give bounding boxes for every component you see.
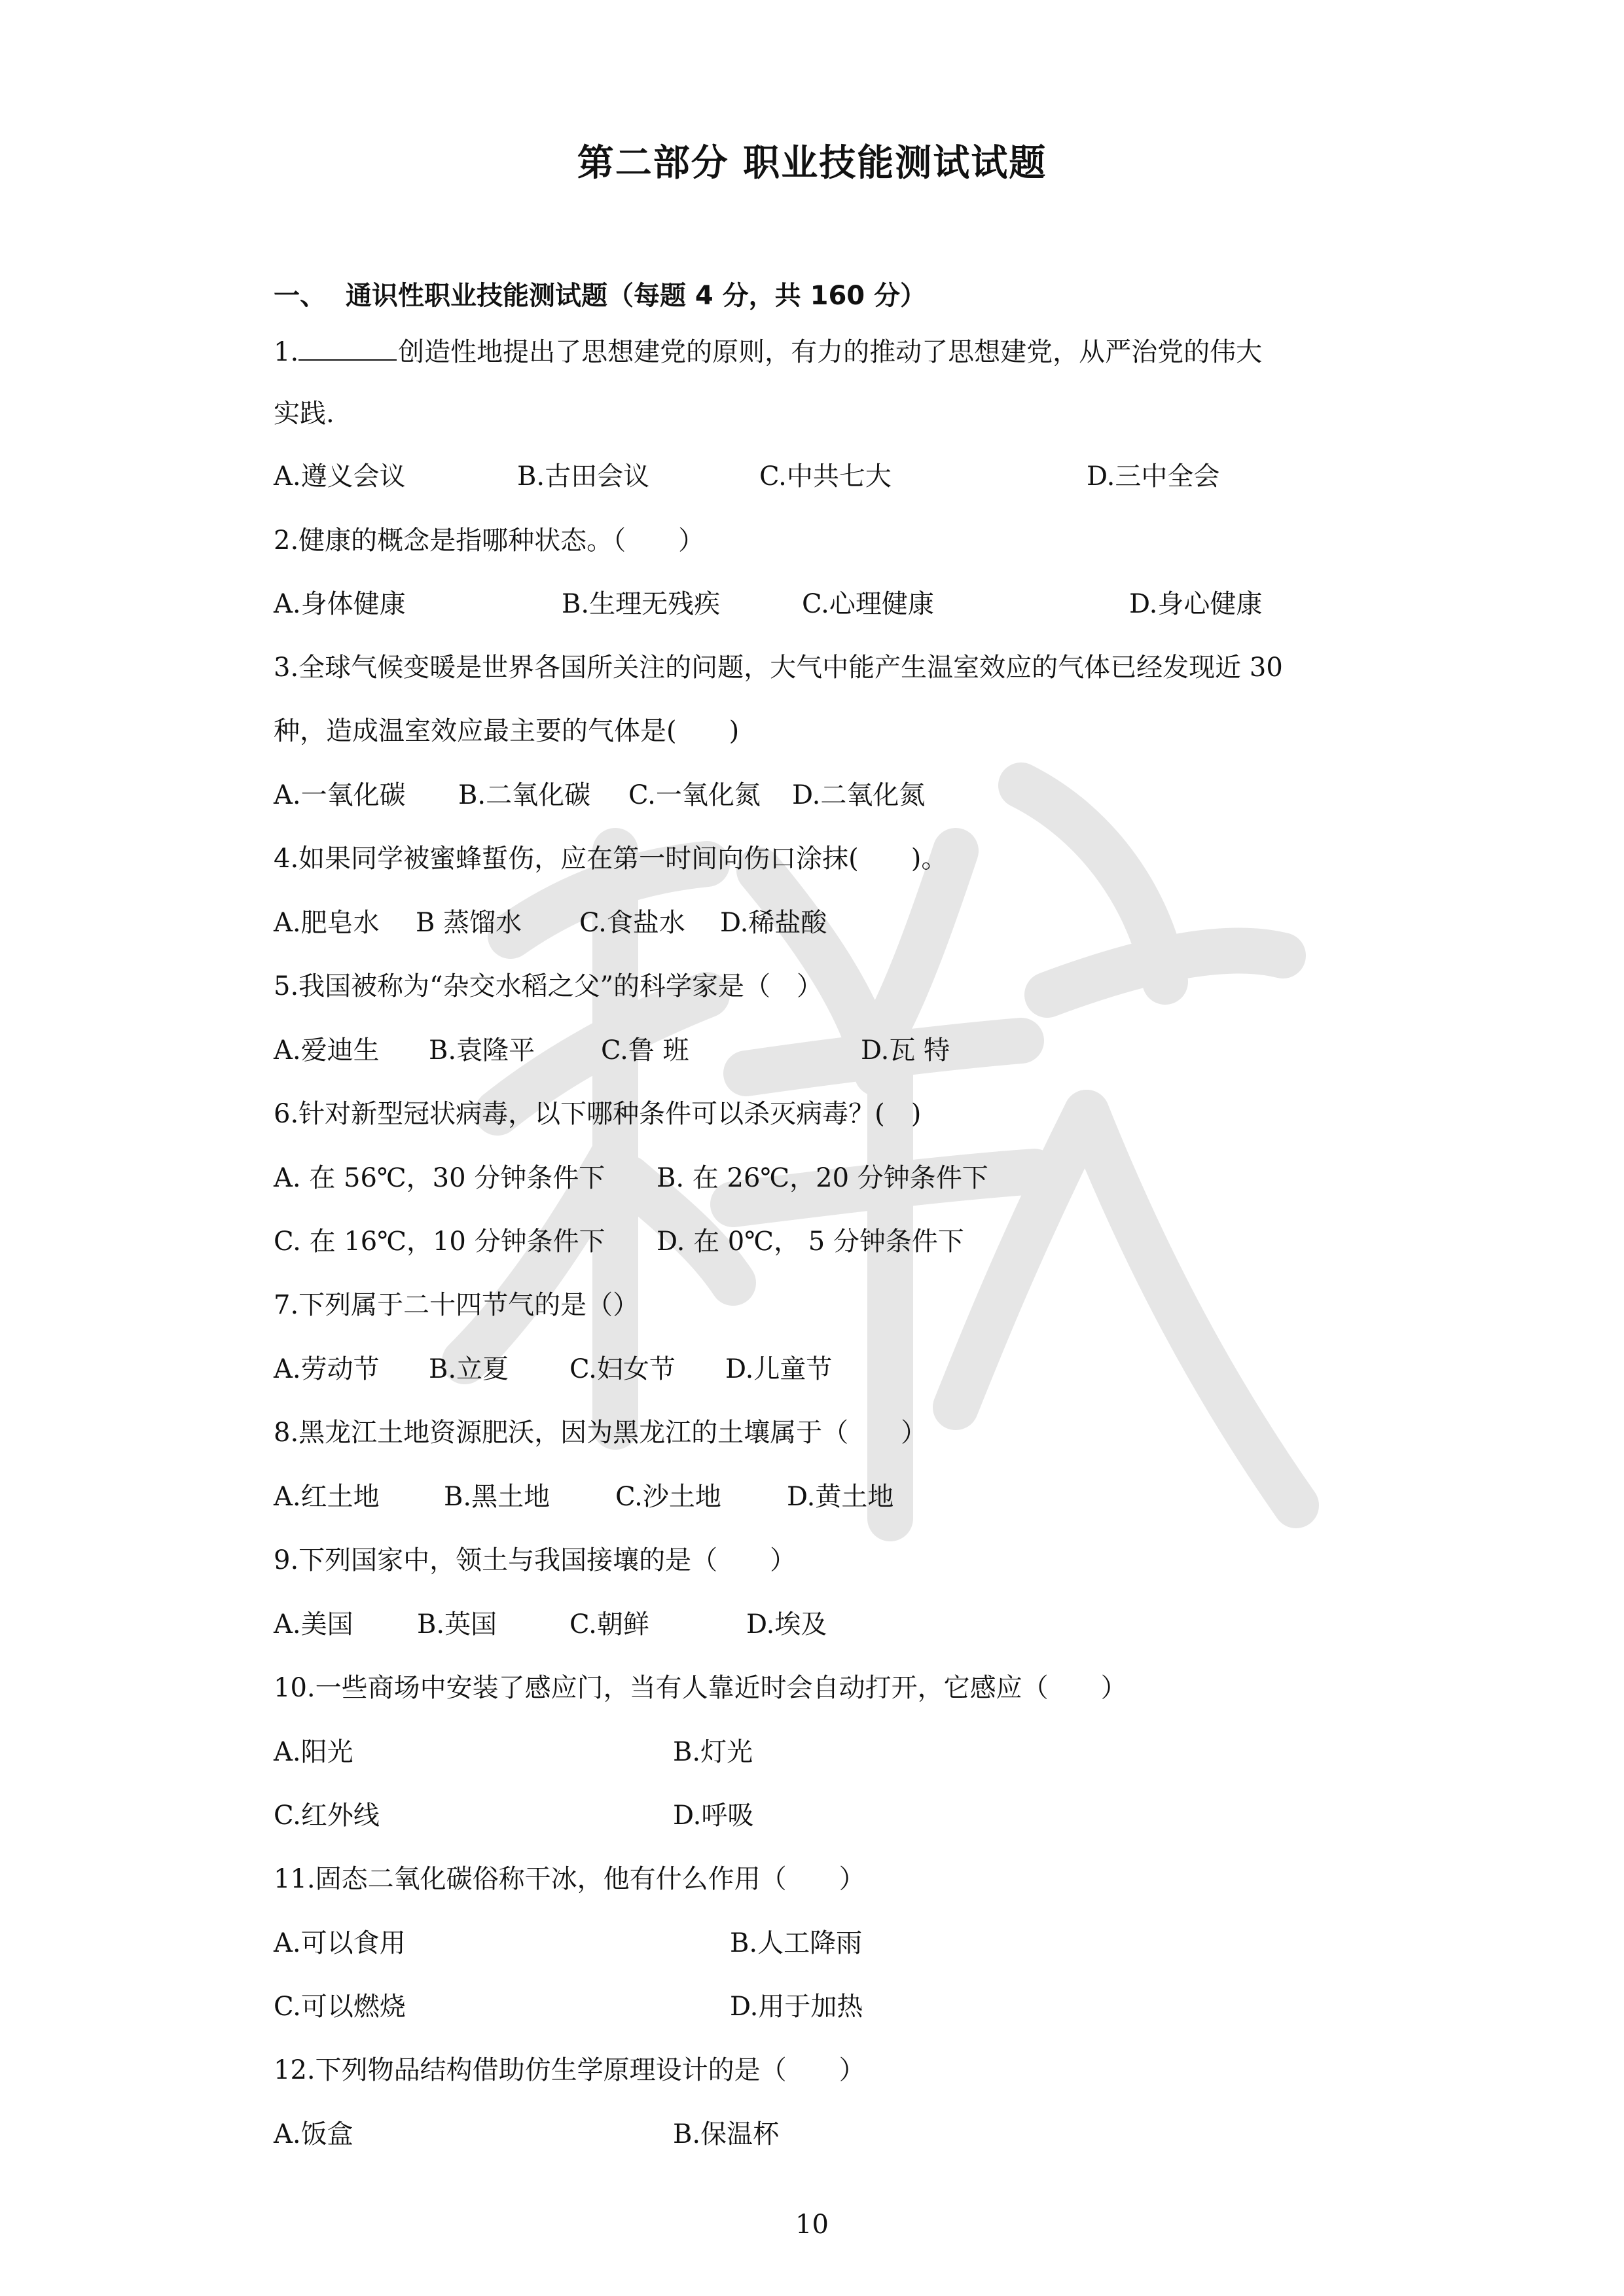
question-4-option-a: A.肥皂水 [274,908,380,938]
question-12-option-b: B.保温杯 [673,2119,780,2149]
question-12-option-a: A.饭盒 [274,2119,353,2149]
section-title: 通识性职业技能测试题（每题 4 分，共 160 分） [346,281,927,311]
question-1-stem [274,337,1262,365]
question-5-stem: 5.我国被称为“杂交水稻之父”的科学家是（ ） [274,971,823,1001]
question-9-stem: 9.下列国家中，领土与我国接壤的是（ ） [274,1545,797,1575]
question-10-option-d: D.呼吸 [673,1801,754,1831]
question-1-option-d: D.三中全会 [1087,461,1220,492]
question-1-option-b: B.古田会议 [517,461,650,492]
question-3-option-d: D.二氧化氮 [792,780,926,810]
question-6-stem: 6.针对新型冠状病毒，以下哪种条件可以杀灭病毒？( ) [274,1099,922,1129]
question-6-option-b: B. 在 26℃，20 分钟条件下 [657,1163,988,1193]
question-4-option-b: B 蒸馏水 [416,908,522,938]
question-1-option-c: C.中共七大 [759,461,892,492]
question-5-option-a: A.爱迪生 [274,1035,380,1066]
question-1-option-a: A.遵义会议 [274,461,406,492]
question-7-option-a: A.劳动节 [274,1354,380,1384]
question-2-option-c: C.心理健康 [802,589,934,619]
question-4-option-d: D.稀盐酸 [720,908,827,938]
fill-in-blank [298,337,397,361]
question-4-option-c: C.食盐水 [579,908,685,938]
question-8-option-b: B.黑土地 [444,1482,550,1512]
question-10-stem: 10.一些商场中安装了感应门，当有人靠近时会自动打开，它感应（ ） [274,1673,1127,1703]
question-5-option-d: D.瓦 特 [861,1035,950,1066]
question-7-stem: 7.下列属于二十四节气的是（） [274,1290,640,1320]
page-title: 第二部分 职业技能测试试题 [577,142,1047,185]
question-9-option-b: B.英国 [417,1609,497,1640]
page-number: 10 [795,2210,829,2240]
question-3-option-c: C.一氧化氮 [628,780,761,810]
section-heading [274,275,926,312]
question-8-stem: 8.黑龙江土地资源肥沃，因为黑龙江的土壤属于（ ） [274,1418,928,1448]
question-10-option-b: B.灯光 [673,1737,753,1767]
question-3-option-b: B.二氧化碳 [458,780,591,810]
question-3-option-a: A.一氧化碳 [274,780,406,810]
question-4-stem: 4.如果同学被蜜蜂蜇伤，应在第一时间向伤口涂抹( )。 [274,844,948,874]
question-1-text: 创造性地提出了思想建党的原则，有力的推动了思想建党，从严治党的伟大 [398,337,1263,367]
question-7-option-c: C.妇女节 [569,1354,676,1384]
question-9-option-a: A.美国 [274,1609,353,1640]
section-number: 一、 [274,281,326,311]
question-6-option-c: C. 在 16℃，10 分钟条件下 [274,1227,605,1257]
question-11-option-c: C.可以燃烧 [274,1992,406,2022]
question-6-option-a: A. 在 56℃，30 分钟条件下 [274,1163,605,1193]
question-11-option-a: A.可以食用 [274,1928,406,1958]
question-1-stem-continued: 实践. [274,399,334,429]
question-11-option-d: D.用于加热 [730,1992,863,2022]
question-6-option-d: D. 在 0℃， 5 分钟条件下 [657,1227,964,1257]
question-7-option-d: D.儿童节 [725,1354,833,1384]
question-12-stem: 12.下列物品结构借助仿生学原理设计的是（ ） [274,2055,865,2085]
question-2-option-d: D.身心健康 [1129,589,1263,619]
question-10-option-c: C.红外线 [274,1801,380,1831]
question-2-option-a: A.身体健康 [274,589,406,619]
question-5-option-b: B.袁隆平 [429,1035,535,1066]
question-8-option-a: A.红土地 [274,1482,380,1512]
question-5-option-c: C.鲁 班 [601,1035,689,1066]
question-9-option-d: D.埃及 [746,1609,827,1640]
question-1-number: 1. [274,337,299,367]
question-2-option-b: B.生理无残疾 [562,589,721,619]
question-11-option-b: B.人工降雨 [730,1928,863,1958]
question-7-option-b: B.立夏 [429,1354,509,1384]
question-9-option-c: C.朝鲜 [569,1609,649,1640]
question-10-option-a: A.阳光 [274,1737,353,1767]
question-3-stem: 3.全球气候变暖是世界各国所关注的问题，大气中能产生温室效应的气体已经发现近 30 [274,653,1283,683]
question-8-option-d: D.黄土地 [787,1482,894,1512]
question-3-stem-continued: 种，造成温室效应最主要的气体是( ) [274,716,740,746]
question-2-stem: 2.健康的概念是指哪种状态。（ ） [274,526,705,556]
question-8-option-c: C.沙土地 [615,1482,721,1512]
question-11-stem: 11.固态二氧化碳俗称干冰，他有什么作用（ ） [274,1864,865,1894]
